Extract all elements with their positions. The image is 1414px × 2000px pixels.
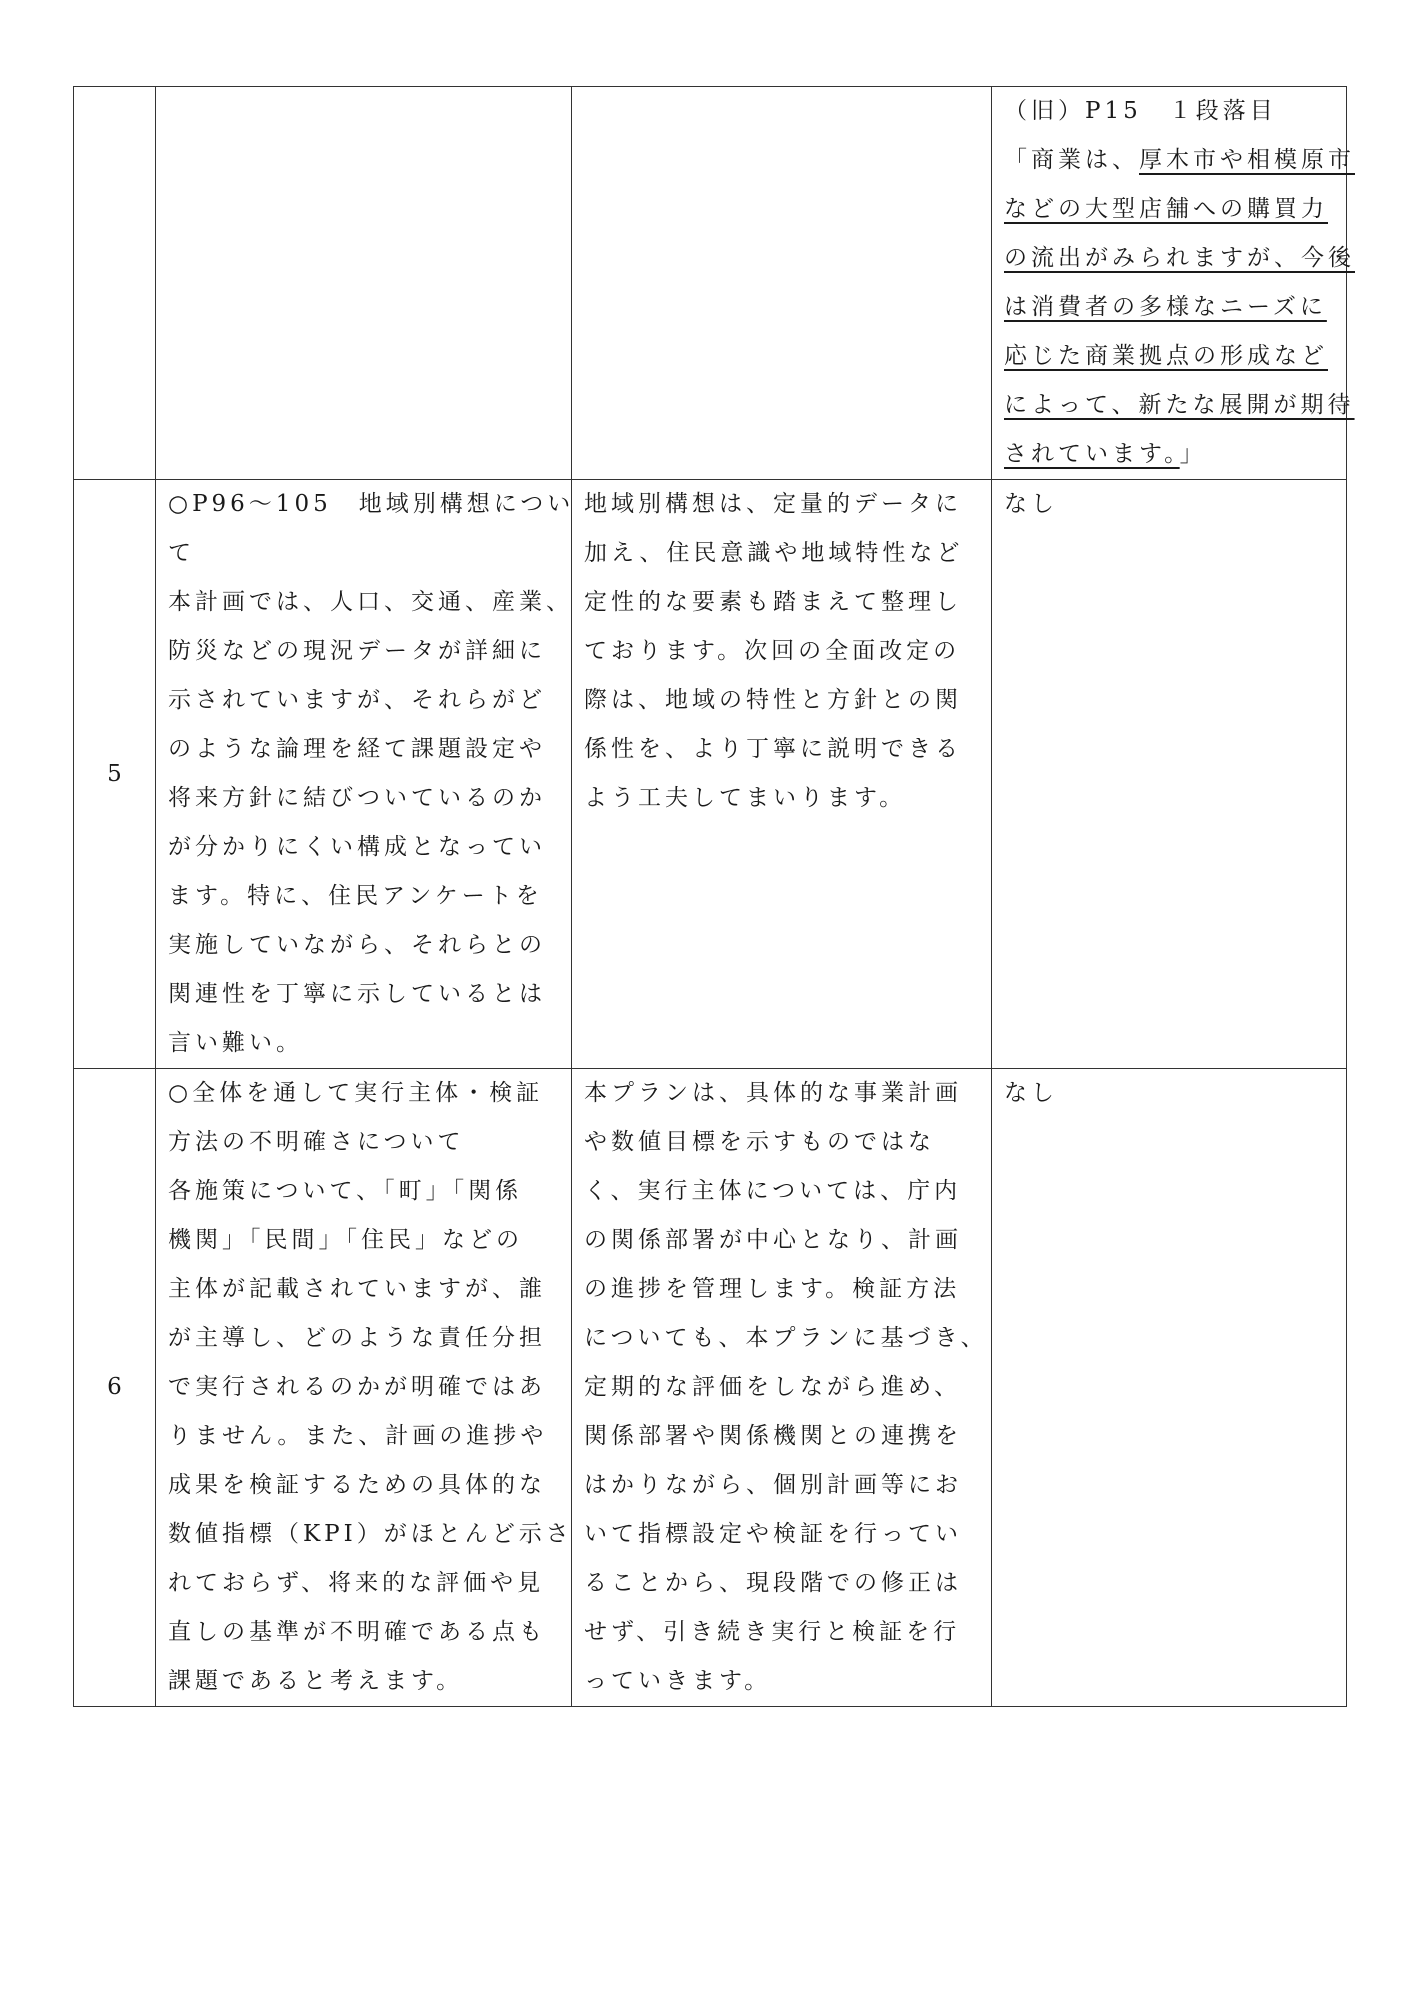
table-row [74, 1069, 1347, 1707]
response-cell: 地域別構想は、定量的データに 加え、住民意識や地域特性など 定性的な要素も踏まえて整理し ております。次回の全面改定の 際は、地域の特性と方針との関 係性を、より丁寧に説明できる よう工夫してまいります。 [572, 480, 992, 1069]
revision-line: 応じた商業拠点の形成など [1004, 343, 1328, 369]
revision-line: 「商業は、厚木市や相模原市 [1004, 147, 1355, 173]
response-cell [572, 87, 992, 480]
revision-line: の流出がみられますが、今後 [1004, 245, 1355, 271]
opinion-cell: ○P96～105 地域別構想につい て 本計画では、人口、交通、産業、 防災などの現況データが詳細に 示されていますが、それらがど のような論理を経て課題設定や 将来方針に結びついているのか が分かりにくい構成となってい ます。特に、住民アンケートを 実施していながら、それらとの 関連性を丁寧に示しているとは 言い難い。 [156, 480, 572, 1069]
revision-cell: なし [992, 1069, 1347, 1707]
revision-cell: なし [992, 480, 1347, 1069]
revision-line: などの大型店舗への購買力 [1004, 196, 1328, 222]
table-row [74, 480, 1347, 1069]
table-row [74, 87, 1347, 480]
opinion-cell [156, 87, 572, 480]
opinion-cell: ○全体を通して実行主体・検証 方法の不明確さについて 各施策について、「町」「関係 機関」「民間」「住民」などの 主体が記載されていますが、誰 が主導し、どのような責任分担 で実行されるのかが明確ではあ りません。また、計画の進捗や 成果を検証するための具体的な 数値指標（KPI）がほとんど示さ れておらず、将来的な評価や見 直しの基準が不明確である点も 課題であると考えます。 [156, 1069, 572, 1707]
row-number [74, 87, 156, 480]
revision-cell [992, 87, 1355, 480]
response-cell: 本プランは、具体的な事業計画 や数値目標を示すものではな く、実行主体については、庁内 の関係部署が中心となり、計画 の進捗を管理します。検証方法 についても、本プランに基づき、 定期的な評価をしながら進め、 関係部署や関係機関との連携を はかりながら、個別計画等にお いて指標設定や検証を行ってい ることから、現段階での修正は せず、引き続き実行と検証を行 っていきます。 [572, 1069, 992, 1707]
revision-line: によって、新たな展開が期待 [1004, 392, 1355, 418]
response-table [73, 86, 1355, 1707]
revision-line: されています。」 [1004, 441, 1207, 467]
row-number: 6 [74, 1069, 156, 1707]
revision-line: は消費者の多様なニーズに [1004, 294, 1327, 320]
row-number: 5 [74, 480, 156, 1069]
revision-header: （旧）P15 １段落目 [1004, 98, 1277, 124]
